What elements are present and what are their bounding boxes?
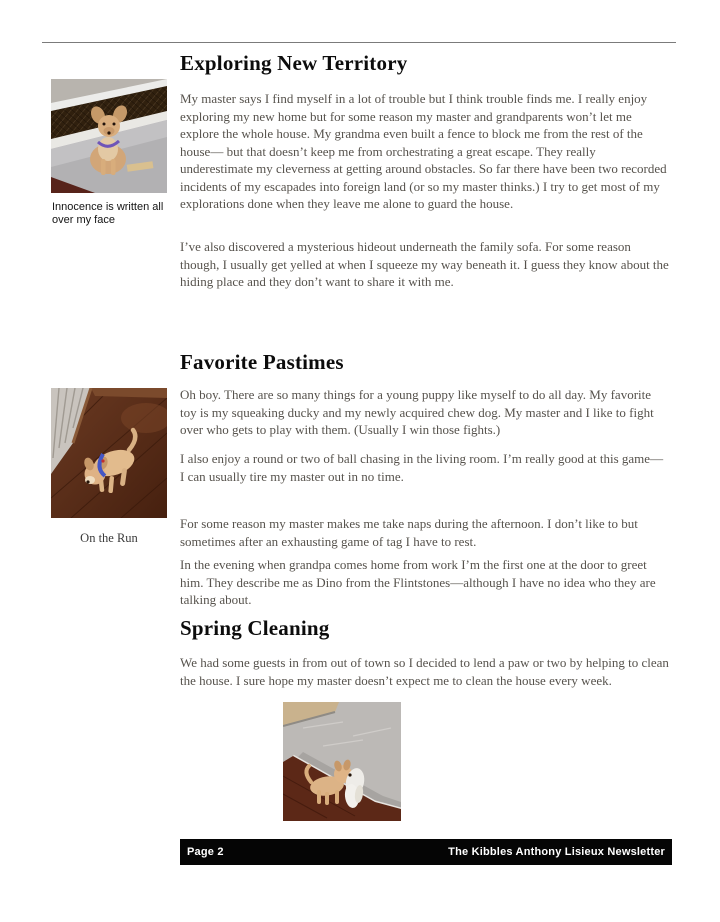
footer-bar: [180, 839, 672, 865]
paragraph-pastimes-1: Oh boy. There are so many things for a young puppy like myself to do all day. My favorite toy is my squeaking ducky and my newly acquired chew dog. My master and I like to fight over who gets to play with them. (Usually I win those fights.): [180, 387, 654, 437]
photo-puppy-by-fence: [51, 79, 167, 193]
photo-puppy-with-towel: [283, 702, 401, 821]
paragraph-pastimes-4: In the evening when grandpa comes home from work I’m the first one at the door to greet him. They describe me as Dino from the Flintstones—although I have no idea who they are talking about.: [180, 557, 656, 607]
section-heading-exploring-new-territory: Exploring New Territory: [180, 51, 408, 75]
photo-caption-on-the-run: On the Run: [80, 531, 138, 545]
paragraph-exploring-2: I’ve also discovered a mysterious hideout underneath the family sofa. For some reason though, I usually get yelled at when I squeeze my way beneath it. I guess they know about the hiding place and they don’t want to share it with me.: [180, 239, 669, 289]
newsletter-title: The Kibbles Anthony Lisieux Newsletter: [448, 846, 665, 858]
photo-caption-innocence: Innocence is written all over my face: [52, 201, 164, 226]
section-heading-favorite-pastimes: Favorite Pastimes: [180, 350, 344, 374]
puppy-by-fence-illustration: [51, 79, 167, 193]
puppy-running-illustration: [51, 388, 167, 518]
page-number-label: Page 2: [187, 846, 224, 858]
paragraph-pastimes-2: I also enjoy a round or two of ball chasing in the living room. I’m really good at this game— I can usually tire my master out in no time.: [180, 451, 664, 484]
photo-puppy-on-floor: [51, 388, 167, 518]
section-heading-spring-cleaning: Spring Cleaning: [180, 616, 330, 640]
top-rule-divider: [42, 42, 676, 43]
paragraph-exploring-1: My master says I find myself in a lot of trouble but I think trouble finds me. I really enjoy exploring my new home but for some reason my master and grandparents won’t let me explore the whole house. My grandma even built a fence to block me from the rest of the house— but that doesn’t keep me from orchestrating a great escape. They really underestimate my cleverness at getting around obstacles. So far there have been two recorded incidents of my escapades into foreign land (or so my master thinks.) I try to get most of my explorations done when they leave me alone to guard the house.: [180, 91, 667, 211]
puppy-towel-illustration: [283, 702, 401, 821]
paragraph-pastimes-3: For some reason my master makes me take naps during the afternoon. I don’t like to but sometimes after an exhausting game of tag I have to rest.: [180, 516, 638, 549]
paragraph-spring-cleaning-1: We had some guests in from out of town so I decided to lend a paw or two by helping to clean the house. I sure hope my master doesn’t expect me to clean the house every week.: [180, 655, 669, 688]
